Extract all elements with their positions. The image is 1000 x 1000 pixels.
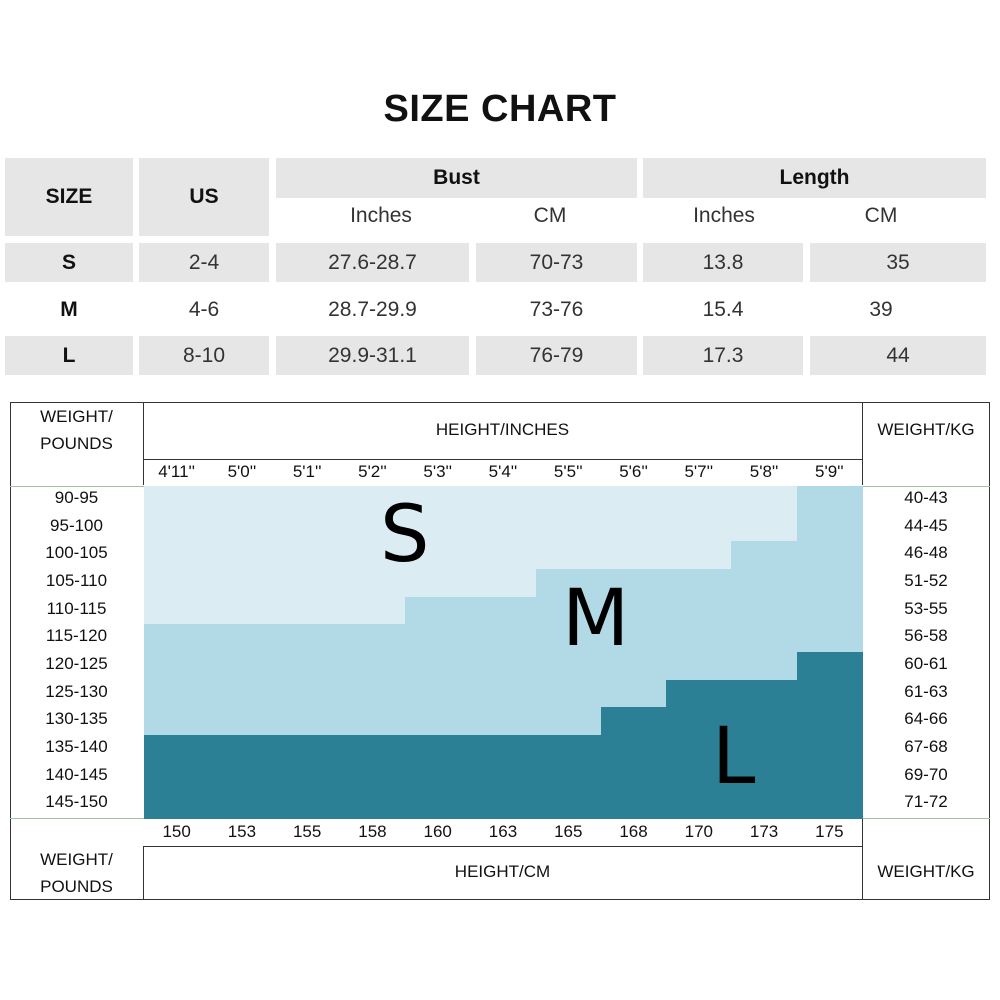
zone-cell-m bbox=[405, 597, 471, 625]
zone-cell-m bbox=[666, 652, 732, 680]
weight-pound-tick: 130-135 bbox=[45, 709, 108, 729]
zone-cell-m bbox=[405, 680, 471, 708]
zone-cell-l bbox=[340, 735, 406, 763]
row-us: 2-4 bbox=[139, 243, 269, 282]
row-us: 8-10 bbox=[139, 336, 269, 375]
zone-cell-l bbox=[209, 790, 275, 818]
height-cm-tick: 160 bbox=[423, 822, 452, 841]
zone-cell-m bbox=[601, 680, 667, 708]
weight-pound-tick: 90-95 bbox=[54, 488, 99, 507]
weight-kg-label: WEIGHT/KG bbox=[877, 420, 975, 439]
zone-cell-l bbox=[340, 790, 406, 818]
weight-pound-tick: 110-115 bbox=[46, 598, 107, 618]
zone-cell-m bbox=[731, 624, 797, 652]
height-cm-tick: 155 bbox=[292, 822, 322, 841]
zone-cell-m bbox=[470, 680, 536, 708]
zone-cell-s bbox=[209, 569, 275, 597]
zone-cell-m bbox=[275, 707, 341, 735]
weight-kg-tick: 60-61 bbox=[904, 654, 948, 673]
height-cm-tick: 158 bbox=[358, 822, 387, 841]
zone-cell-s bbox=[666, 541, 732, 569]
zone-cell-m bbox=[666, 569, 732, 597]
zone-cell-l bbox=[536, 790, 602, 818]
zone-cell-l bbox=[275, 763, 341, 791]
zone-cell-m bbox=[536, 680, 602, 708]
height-cm-label: HEIGHT/CM bbox=[454, 862, 551, 881]
zone-cell-l bbox=[405, 763, 471, 791]
height-inch-tick: 5'0'' bbox=[227, 462, 257, 481]
zone-cell-m bbox=[340, 680, 406, 708]
height-cm-tick: 175 bbox=[815, 822, 844, 841]
zone-cell-m bbox=[209, 707, 275, 735]
weight-pound-tick: 120-125 bbox=[45, 654, 108, 673]
zone-cell-m bbox=[340, 652, 406, 680]
zone-cell-m bbox=[144, 624, 210, 652]
row-bust-in: 29.9-31.1 bbox=[276, 336, 469, 375]
zone-cell-s bbox=[209, 486, 275, 514]
zone-cell-l bbox=[405, 790, 471, 818]
weight-pound-tick: 135-140 bbox=[45, 737, 108, 756]
zone-cell-l bbox=[144, 763, 210, 791]
zone-cell-s bbox=[601, 514, 667, 542]
divider bbox=[862, 402, 863, 485]
weight-pounds-label: WEIGHT/ POUNDS bbox=[40, 407, 113, 453]
zone-label-l: L bbox=[712, 712, 756, 802]
zone-cell-m bbox=[340, 707, 406, 735]
height-inch-tick: 4'11'' bbox=[158, 462, 196, 481]
height-cm-tick: 173 bbox=[749, 822, 779, 841]
zone-cell-l bbox=[797, 652, 863, 680]
zone-cell-l bbox=[666, 680, 732, 708]
zone-cell-m bbox=[340, 624, 406, 652]
height-inches-label: HEIGHT/INCHES bbox=[435, 420, 570, 439]
zone-cell-m bbox=[797, 624, 863, 652]
zone-cell-l bbox=[144, 735, 210, 763]
height-cm-tick: 163 bbox=[488, 822, 518, 841]
zone-cell-m bbox=[275, 652, 341, 680]
zone-cell-m bbox=[470, 652, 536, 680]
zone-cell-m bbox=[209, 652, 275, 680]
zone-cell-s bbox=[144, 541, 210, 569]
row-us: 4-6 bbox=[188, 297, 220, 321]
weight-pound-tick: 95-100 bbox=[50, 515, 103, 535]
zone-cell-s bbox=[340, 597, 406, 625]
height-cm-tick: 170 bbox=[684, 822, 713, 841]
weight-kg-tick: 61-63 bbox=[904, 681, 948, 701]
zone-cell-s bbox=[536, 514, 602, 542]
header-length-inches: Inches bbox=[693, 204, 755, 227]
zone-cell-m bbox=[536, 707, 602, 735]
height-cm-tick: 168 bbox=[619, 822, 648, 841]
zone-cell-m bbox=[797, 541, 863, 569]
zone-cell-m bbox=[797, 486, 863, 514]
zone-cell-s bbox=[144, 597, 210, 625]
zone-cell-l bbox=[536, 763, 602, 791]
zone-cell-l bbox=[797, 707, 863, 735]
zone-cell-l bbox=[601, 763, 667, 791]
zone-cell-l bbox=[209, 763, 275, 791]
weight-kg-tick: 56-58 bbox=[904, 626, 948, 646]
weight-kg-tick: 67-68 bbox=[904, 737, 948, 756]
zone-cell-l bbox=[797, 735, 863, 763]
row-len-in: 15.4 bbox=[702, 297, 744, 321]
zone-cell-s bbox=[470, 486, 536, 514]
row-bust-in: 27.6-28.7 bbox=[276, 243, 469, 282]
height-cm-tick: 153 bbox=[227, 822, 257, 841]
zone-cell-l bbox=[470, 763, 536, 791]
zone-cell-m bbox=[797, 514, 863, 542]
zone-cell-l bbox=[405, 735, 471, 763]
zone-cell-s bbox=[144, 569, 210, 597]
zone-cell-m bbox=[209, 624, 275, 652]
weight-kg-tick: 51-52 bbox=[904, 571, 948, 590]
zone-cell-m bbox=[144, 652, 210, 680]
row-len-in: 17.3 bbox=[643, 336, 803, 375]
zone-cell-l bbox=[275, 790, 341, 818]
height-inch-tick: 5'9'' bbox=[815, 462, 844, 481]
weight-pounds-label: WEIGHT/ POUNDS bbox=[40, 850, 113, 896]
zone-cell-s bbox=[731, 514, 797, 542]
zone-cell-l bbox=[731, 680, 797, 708]
weight-pound-tick: 145-150 bbox=[45, 792, 108, 812]
zone-cell-s bbox=[470, 514, 536, 542]
zone-cell-s bbox=[470, 569, 536, 597]
height-inch-tick: 5'7'' bbox=[684, 462, 714, 481]
zone-cell-m bbox=[405, 624, 471, 652]
weight-kg-tick: 64-66 bbox=[904, 709, 948, 729]
header-size: SIZE bbox=[5, 158, 133, 236]
weight-kg-tick: 71-72 bbox=[904, 792, 948, 812]
row-len-cm: 35 bbox=[810, 243, 986, 282]
zone-cell-s bbox=[209, 541, 275, 569]
zone-cell-s bbox=[144, 514, 210, 542]
divider bbox=[143, 846, 862, 847]
zone-cell-m bbox=[209, 680, 275, 708]
zone-cell-s bbox=[666, 514, 732, 542]
zone-cell-s bbox=[536, 486, 602, 514]
zone-cell-m bbox=[405, 707, 471, 735]
height-inch-tick: 5'3'' bbox=[423, 462, 453, 481]
zone-cell-m bbox=[731, 569, 797, 597]
zone-cell-l bbox=[209, 735, 275, 763]
height-inch-tick: 5'1'' bbox=[292, 462, 322, 481]
weight-kg-label: WEIGHT/KG bbox=[877, 862, 975, 881]
zone-cell-m bbox=[797, 597, 863, 625]
row-size: L bbox=[5, 336, 133, 375]
zone-cell-l bbox=[797, 790, 863, 818]
zone-cell-m bbox=[666, 597, 732, 625]
weight-pound-tick: 140-145 bbox=[45, 764, 108, 784]
zone-cell-l bbox=[601, 707, 667, 735]
row-bust-cm: 73-76 bbox=[529, 297, 584, 321]
zone-cell-m bbox=[470, 597, 536, 625]
zone-cell-l bbox=[275, 735, 341, 763]
zone-cell-m bbox=[470, 624, 536, 652]
page-title: SIZE CHART bbox=[383, 88, 617, 130]
zone-cell-s bbox=[601, 486, 667, 514]
zone-cell-m bbox=[731, 652, 797, 680]
weight-kg-tick: 53-55 bbox=[904, 598, 948, 618]
zone-cell-s bbox=[470, 541, 536, 569]
zone-cell-l bbox=[144, 790, 210, 818]
zone-cell-s bbox=[275, 541, 341, 569]
zone-cell-s bbox=[601, 541, 667, 569]
zone-cell-l bbox=[470, 735, 536, 763]
row-bust-cm: 70-73 bbox=[476, 243, 637, 282]
zone-label-m: M bbox=[562, 574, 630, 664]
zone-cell-m bbox=[144, 680, 210, 708]
zone-cell-s bbox=[275, 486, 341, 514]
weight-pound-tick: 115-120 bbox=[45, 626, 108, 646]
zone-cell-m bbox=[731, 597, 797, 625]
zone-cell-s bbox=[275, 597, 341, 625]
row-len-in: 13.8 bbox=[643, 243, 803, 282]
zone-cell-m bbox=[731, 541, 797, 569]
zone-label-s: S bbox=[380, 490, 430, 580]
zone-cell-l bbox=[536, 735, 602, 763]
zone-cell-s bbox=[209, 597, 275, 625]
zone-cell-l bbox=[797, 680, 863, 708]
zone-cell-m bbox=[144, 707, 210, 735]
header-us: US bbox=[139, 158, 269, 236]
weight-pound-tick: 105-110 bbox=[45, 571, 108, 590]
zone-cell-l bbox=[601, 790, 667, 818]
height-inch-tick: 5'8'' bbox=[749, 462, 779, 481]
height-inch-tick: 5'2'' bbox=[358, 462, 387, 481]
zone-cell-l bbox=[601, 735, 667, 763]
weight-kg-tick: 46-48 bbox=[904, 543, 948, 563]
height-cm-tick: 150 bbox=[162, 822, 191, 841]
row-bust-in: 28.7-29.9 bbox=[328, 297, 417, 321]
weight-pound-tick: 125-130 bbox=[45, 681, 108, 701]
zone-cell-m bbox=[405, 652, 471, 680]
row-size: S bbox=[5, 243, 133, 282]
zone-cell-l bbox=[470, 790, 536, 818]
zone-cell-m bbox=[470, 707, 536, 735]
zone-cell-m bbox=[275, 680, 341, 708]
zone-cell-s bbox=[209, 514, 275, 542]
weight-pound-tick: 100-105 bbox=[45, 543, 108, 563]
weight-kg-tick: 69-70 bbox=[904, 764, 948, 784]
header-bust-cm: CM bbox=[533, 204, 567, 227]
row-len-cm: 39 bbox=[869, 297, 893, 321]
zone-cell-m bbox=[666, 624, 732, 652]
zone-cell-l bbox=[340, 763, 406, 791]
zone-cell-s bbox=[144, 486, 210, 514]
weight-kg-tick: 40-43 bbox=[904, 488, 948, 507]
header-length: Length bbox=[643, 158, 986, 198]
zone-cell-s bbox=[275, 569, 341, 597]
height-inch-tick: 5'5'' bbox=[553, 462, 583, 481]
row-len-cm: 44 bbox=[810, 336, 986, 375]
zone-cell-l bbox=[797, 763, 863, 791]
zone-cell-m bbox=[797, 569, 863, 597]
zone-cell-s bbox=[275, 514, 341, 542]
height-cm-tick: 165 bbox=[554, 822, 583, 841]
zone-cell-s bbox=[731, 486, 797, 514]
row-size: M bbox=[60, 297, 78, 321]
row-bust-cm: 76-79 bbox=[476, 336, 637, 375]
zone-cell-s bbox=[666, 486, 732, 514]
header-bust: Bust bbox=[276, 158, 637, 198]
height-inch-tick: 5'4'' bbox=[488, 462, 518, 481]
weight-kg-tick: 44-45 bbox=[904, 515, 948, 535]
zone-cell-m bbox=[275, 624, 341, 652]
header-bust-inches: Inches bbox=[350, 204, 412, 227]
zone-cell-s bbox=[536, 541, 602, 569]
header-length-cm: CM bbox=[864, 204, 898, 227]
height-inch-tick: 5'6'' bbox=[619, 462, 648, 481]
